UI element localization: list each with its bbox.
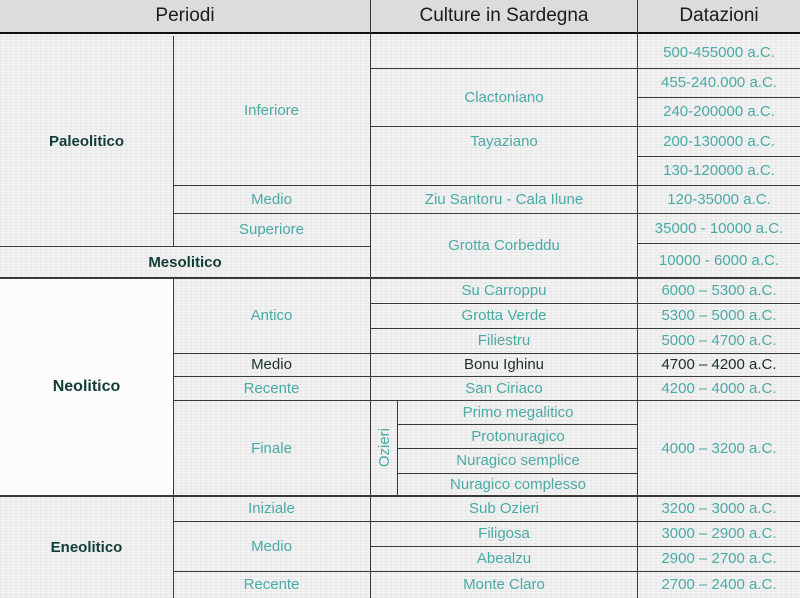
subperiod-inferiore: Inferiore (243, 102, 300, 119)
grid-line (638, 97, 800, 98)
culture-sub-ozieri: Sub Ozieri (468, 500, 540, 517)
grid-line (370, 303, 800, 304)
grid-line (398, 424, 638, 425)
date-row-17: 2900 – 2700 a.C. (661, 550, 777, 567)
culture-primo-megalitico: Primo megalitico (462, 403, 574, 421)
date-row-11: 5000 – 4700 a.C. (661, 332, 777, 349)
subperiod-antico: Antico (250, 307, 293, 324)
date-row-13: 4200 – 4000 a.C. (661, 379, 777, 397)
culture-bonu-ighinu: Bonu Ighinu (463, 356, 545, 373)
culture-ozieri (370, 400, 398, 496)
grid-line (173, 278, 174, 598)
grid-line (398, 473, 638, 474)
subperiod-medio-paleolitico: Medio (251, 190, 292, 208)
grid-line (173, 353, 800, 354)
grid-line (0, 495, 800, 497)
subperiod-recente-eneolitico: Recente (243, 576, 300, 593)
period-mesolitico: Mesolitico (148, 253, 222, 271)
grid-line (173, 36, 174, 246)
date-row-9: 6000 – 5300 a.C. (661, 282, 777, 299)
grid-line (638, 243, 800, 244)
grid-line (173, 400, 800, 401)
grid-line (370, 328, 800, 329)
grid-line (637, 0, 638, 598)
culture-su-carroppu: Su Carroppu (461, 282, 547, 299)
date-row-18: 2700 – 2400 a.C. (661, 576, 777, 593)
culture-filigosa: Filigosa (478, 525, 530, 542)
culture-protonuragico: Protonuragico (471, 427, 565, 445)
culture-san-ciriaco: San Ciriaco (465, 379, 543, 397)
header-periodi: Periodi (0, 0, 370, 34)
grid-line (0, 246, 370, 247)
culture-ziu-santoru: Ziu Santoru - Cala Ilune (424, 190, 584, 208)
culture-tayaziano: Tayaziano (470, 132, 538, 150)
grid-line (638, 68, 800, 69)
subperiod-medio-neolitico: Medio (251, 356, 292, 373)
grid-line (638, 156, 800, 157)
subperiod-medio-eneolitico: Medio (251, 537, 292, 555)
date-row-4: 200-130000 a.C. (663, 132, 775, 150)
grid-line (370, 68, 638, 69)
grid-line (0, 277, 800, 279)
grid-line (370, 126, 800, 127)
date-row-5: 130-120000 a.C. (663, 162, 775, 179)
date-row-14: 4000 – 3200 a.C. (661, 439, 777, 457)
date-row-10: 5300 – 5000 a.C. (661, 307, 777, 324)
culture-abealzu: Abealzu (476, 550, 532, 567)
date-row-6: 120-35000 a.C. (667, 190, 771, 208)
grid-line (173, 185, 800, 186)
culture-grotta-corbeddu: Grotta Corbeddu (448, 237, 560, 254)
culture-clactoniano: Clactoniano (464, 88, 544, 106)
date-row-15: 3200 – 3000 a.C. (661, 500, 777, 517)
period-eneolitico: Eneolitico (50, 538, 123, 556)
culture-ozieri-label: Ozieri (375, 428, 393, 468)
period-neolitico: Neolitico (52, 378, 121, 395)
date-row-8: 10000 - 6000 a.C. (658, 252, 780, 269)
date-row-1: 500-455000 a.C. (663, 43, 775, 61)
header-culture: Culture in Sardegna (370, 0, 638, 34)
culture-nuragico-complesso: Nuragico complesso (450, 476, 586, 493)
culture-monte-claro: Monte Claro (463, 576, 545, 593)
subperiod-finale: Finale (251, 439, 292, 457)
culture-filiestru: Filiestru (477, 332, 531, 349)
culture-grotta-verde: Grotta Verde (461, 307, 547, 324)
grid-line (173, 571, 800, 572)
grid-line (173, 376, 800, 377)
subperiod-superiore: Superiore (238, 221, 305, 238)
date-row-12: 4700 – 4200 a.C. (661, 356, 777, 373)
grid-line (398, 448, 638, 449)
date-row-7: 35000 - 10000 a.C. (654, 219, 784, 237)
subperiod-recente-neolitico: Recente (243, 379, 300, 397)
period-paleolitico: Paleolitico (48, 132, 125, 150)
grid-line (370, 0, 371, 598)
date-row-2: 455-240.000 a.C. (661, 74, 777, 91)
header-datazioni: Datazioni (638, 0, 800, 34)
grid-line (173, 213, 800, 214)
grid-line (370, 546, 800, 547)
grid-line (173, 521, 800, 522)
date-row-3: 240-200000 a.C. (663, 103, 775, 120)
culture-nuragico-semplice: Nuragico semplice (456, 452, 580, 469)
subperiod-iniziale: Iniziale (248, 500, 295, 517)
date-row-16: 3000 – 2900 a.C. (661, 525, 777, 542)
